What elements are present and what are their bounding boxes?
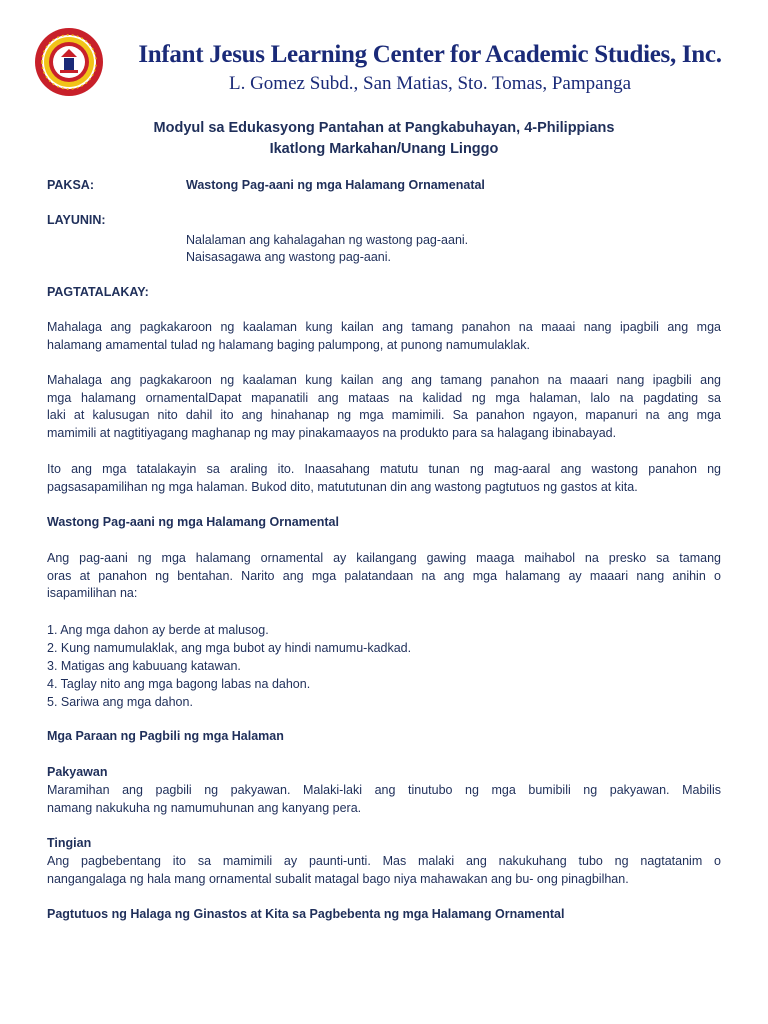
text-line: nangangalaga ng hala mang ornamental subalit matagal bago niya mahawakan ang bu- ong pinagbilhan. [47, 871, 629, 886]
text-line: Ang pagbebentang ito sa mamimili ay paunti-unti. Mas malaki ang nakukuhang tubo ng nagtatanim o [47, 854, 721, 868]
text-line: mga halamang ornamentalDapat mapanatili ang mataas na kalidad ng mga halaman, lalo na pagdating sa [47, 390, 721, 405]
list-item: 3. Matigas ang kabuuang katawan. [47, 659, 241, 673]
text-line: Mahalaga ang pagkakaroon ng kaalaman kung kailan ang ang tamang panahon na maaari nang ipagbili ang [47, 373, 721, 387]
school-seal-icon [34, 27, 104, 97]
section-heading-paraan: Mga Paraan ng Pagbili ng mga Halaman [47, 729, 284, 743]
text-line: Mahalaga ang pagkakaroon ng kaalaman kung kailan ang tamang panahon na maaai nang ipagbili ang mga [47, 320, 721, 334]
pakyawan-paragraph [47, 782, 721, 817]
section-heading-wastong: Wastong Pag-aani ng mga Halamang Ornamental [47, 515, 339, 529]
text-line: isapamilihan na: [47, 586, 138, 600]
tingian-paragraph [47, 853, 721, 888]
subheading-tingian: Tingian [47, 836, 92, 850]
text-line: Ito ang mga tatalakayin sa araling ito. Inaasahang matutu tunan ng mag-aaral ang wastong panahon ng [47, 462, 721, 476]
text-line: namang nakukuha ng namumuhunan ang kanyang pera. [47, 800, 362, 815]
wastong-paragraph [47, 550, 721, 603]
text-line: Ang pag-aani ng mga halamang ornamental ay kailangang gawing maaga maihabol na presko sa tamang [47, 551, 721, 565]
layunin-label: LAYUNIN: [47, 213, 106, 227]
text-line: mamimili at nagtitiyagang maghanap ng may pinakamaayos na produkto para sa halagang ibinabayad. [47, 425, 617, 440]
text-line: pagsasapamilihan ng mga halaman. Bukod dito, matututunan din ang wastong pagtutuos ng gastos at kita. [47, 479, 638, 494]
pagtatalakay-label: PAGTATALAKAY: [47, 285, 149, 299]
pagtatalakay-paragraph-3 [47, 461, 721, 496]
text-line: Maramihan ang pagbili ng pakyawan. Malaki-laki ang tinutubo ng mga bumibili ng pakyawan. Mabilis [47, 783, 721, 797]
text-line: oras at panahon ng bentahan. Narito ang mga palatandaan na ang mga halamang ay maaari nang anihin o [47, 568, 721, 583]
text-line: halamang amamental tulad ng halamang baging palumpong, at punong namumulaklak. [47, 337, 530, 352]
subheading-pakyawan: Pakyawan [47, 765, 108, 779]
section-heading-pagtutuos: Pagtutuos ng Halaga ng Ginastos at Kita sa Pagbebenta ng mga Halamang Ornamental [47, 907, 565, 921]
module-title: Modyul sa Edukasyong Pantahan at Pangkabuhayan, 4-Philippians [153, 120, 615, 136]
list-item: 1. Ang mga dahon ay berde at malusog. [47, 623, 269, 637]
list-item: 2. Kung namumulaklak, ang mga bubot ay hindi namumu-kadkad. [47, 641, 412, 655]
pagtatalakay-paragraph-1 [47, 319, 721, 354]
module-subtitle: Ikatlong Markahan/Unang Linggo [269, 141, 499, 157]
pagtatalakay-paragraph-2 [47, 372, 721, 442]
paksa-label: PAKSA: [47, 178, 94, 192]
list-item: 5. Sariwa ang mga dahon. [47, 695, 193, 709]
school-name: Infant Jesus Learning Center for Academic Studies, Inc. [138, 41, 722, 68]
layunin-item: Naisasagawa ang wastong pag-aani. [186, 250, 391, 264]
text-line: laki at kalusugan nito dahil ito ang hinahanap ng mga mamimili. Sa panahon ngayon, mapanuri na ang mga [47, 408, 721, 422]
school-address: L. Gomez Subd., San Matias, Sto. Tomas, Pampanga [228, 73, 632, 94]
palatandaan-list [47, 621, 411, 711]
paksa-value: Wastong Pag-aani ng mga Halamang Ornamenatal [186, 178, 485, 192]
list-item: 4. Taglay nito ang mga bagong labas na dahon. [47, 677, 311, 691]
layunin-item: Nalalaman ang kahalagahan ng wastong pag-aani. [186, 233, 469, 247]
